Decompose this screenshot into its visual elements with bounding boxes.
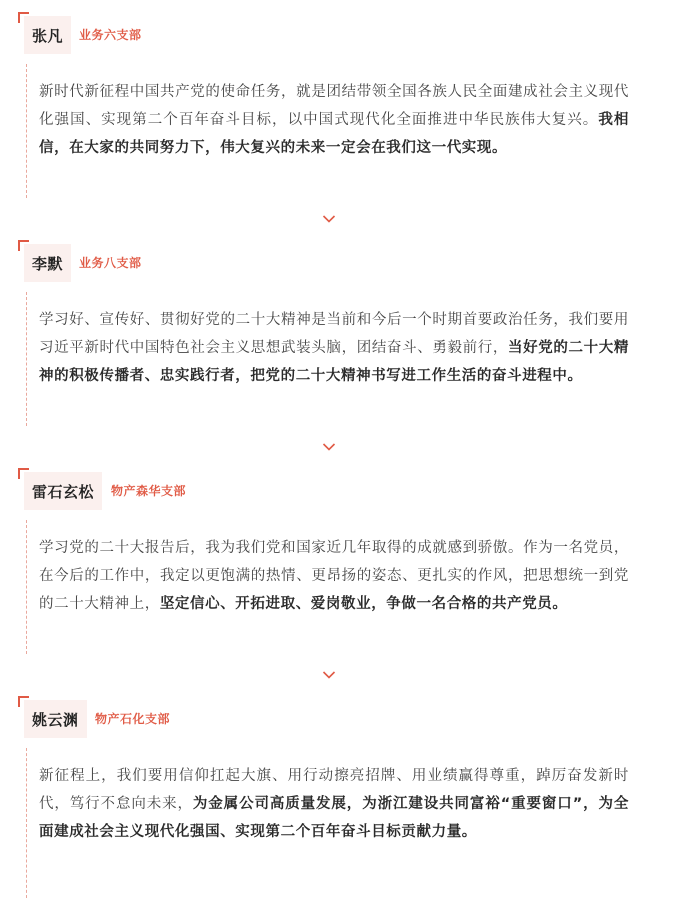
name-badge xyxy=(24,700,87,738)
member-name: 姚云渊 xyxy=(32,710,79,729)
member-name: 李默 xyxy=(32,254,64,273)
statement-emphasis: 为金属公司高质量发展，为浙江建设共同富裕“重要窗口”，为全面建成社会主义现代化强国、实现第二个百年奋斗目标贡献力量。 xyxy=(39,796,629,840)
statement-text: 新时代新征程中国共产党的使命任务，就是团结带领全国各族人民全面建成社会主义现代化强国、实现第二个百年奋斗目标，以中国式现代化全面推进中华民族伟大复兴。我相信，在大家的共同努力下，伟大复兴的未来一定会在我们这一代实现。 xyxy=(39,84,629,156)
name-badge xyxy=(24,472,102,510)
statement-text: 新征程上，我们要用信仰扛起大旗、用行动擦亮招牌、用业绩赢得尊重，踔厉奋发新时代，笃行不怠向未来，为金属公司高质量发展，为浙江建设共同富裕“重要窗口”，为全面建成社会主义现代化强国、实现第二个百年奋斗目标贡献力量。 xyxy=(39,768,629,840)
branch-label: 物产森华支部 xyxy=(111,484,187,498)
branch-label: 物产石化支部 xyxy=(95,712,171,726)
statement-text: 学习好、宣传好、贯彻好党的二十大精神是当前和今后一个时期首要政治任务，我们要用习近平新时代中国特色社会主义思想武装头脑，团结奋斗、勇毅前行，当好党的二十大精神的积极传播者、忠实践行者，把党的二十大精神书写进工作生活的奋斗进程中。 xyxy=(39,312,629,384)
branch-label: 业务八支部 xyxy=(79,256,142,270)
statement-emphasis: 当好党的二十大精神的积极传播者、忠实践行者，把党的二十大精神书写进工作生活的奋斗进程中。 xyxy=(39,340,629,384)
statement-emphasis: 坚定信心、开拓进取、爱岗敬业，争做一名合格的共产党员。 xyxy=(159,596,568,612)
name-badge xyxy=(24,16,71,54)
chevron-down-icon xyxy=(322,442,336,452)
dashed-divider xyxy=(26,64,27,198)
branch-label: 业务六支部 xyxy=(79,28,142,42)
chevron-down-icon xyxy=(322,214,336,224)
dashed-divider xyxy=(26,292,27,426)
chevron-down-icon xyxy=(322,670,336,680)
dashed-divider xyxy=(26,520,27,654)
statement-text: 学习党的二十大报告后，我为我们党和国家近几年取得的成就感到骄傲。作为一名党员，在今后的工作中，我定以更饱满的热情、更昂扬的姿态、更扎实的作风，把思想统一到党的二十大精神上，坚定信心、开拓进取、爱岗敬业，争做一名合格的共产党员。 xyxy=(39,540,629,612)
member-name: 张凡 xyxy=(32,26,64,45)
member-name: 雷石玄松 xyxy=(32,482,95,501)
name-badge xyxy=(24,244,71,282)
dashed-divider xyxy=(26,748,27,898)
statement-emphasis: 我相信，在大家的共同努力下，伟大复兴的未来一定会在我们这一代实现。 xyxy=(39,112,629,156)
